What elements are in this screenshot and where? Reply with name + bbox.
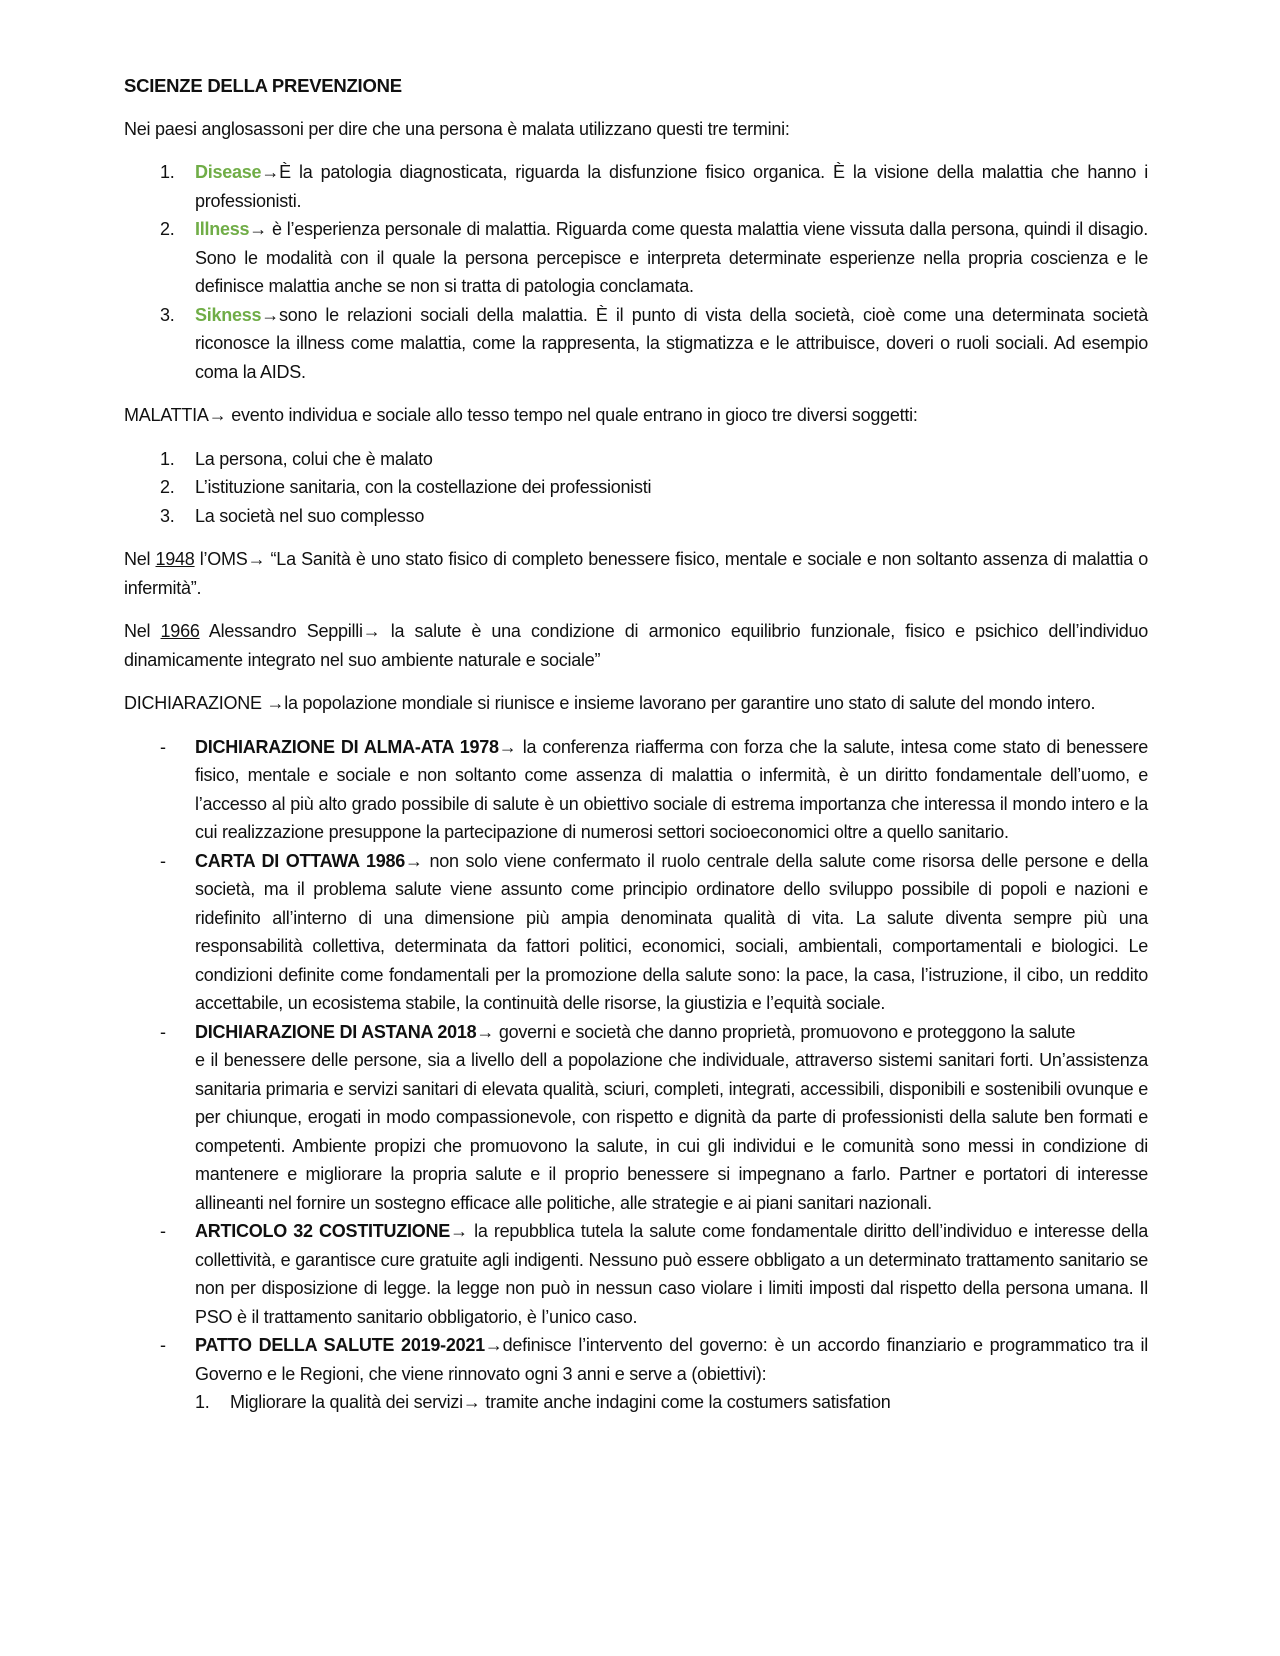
- list-item-text: La persona, colui che è malato: [195, 448, 433, 469]
- text-span: Alessandro Seppilli: [199, 621, 363, 641]
- arrow-glyph: →: [247, 549, 266, 569]
- arrow-glyph: →: [362, 621, 381, 641]
- arrow-glyph: →: [208, 405, 227, 425]
- list-item: [124, 502, 1148, 531]
- seppilli-paragraph: [124, 617, 1148, 674]
- term-definition: È la patologia diagnosticata, riguarda la disfunzione fisico organica. È la visione della malattia che hanno i professionisti.: [195, 162, 1148, 211]
- year-1966: 1966: [160, 621, 200, 641]
- arrow-glyph: →: [405, 850, 423, 871]
- declaration-continuation: e il benessere delle persone, sia a livello dell a popolazione che individuale, attraverso sistemi sanitari forti. Un’assistenza sanitaria primaria e servizi sanitari di elevata qualità, sciuri, completi, integrati, accessibili, disponibili e sostenibili ovunque e per chiunque, erogati in modo compassionevole, con rispetto e dignità da parte di professionisti della salute ben formati e competenti. Ambiente propizi che promuovono la salute, in cui gli individui e le comunità sono messi in condizione di mantenere e migliorare la propria salute e il proprio benessere si impegnano a farlo. Partner e portatori di interesse allineanti nel fornire un sostegno efficace alle politiche, alle strategie e ai piani sanitari nazionali.: [195, 1050, 1148, 1213]
- text-span: Nel: [124, 621, 161, 641]
- text-span: l’OMS: [194, 549, 248, 569]
- list-item: [124, 215, 1148, 301]
- arrow-glyph: →: [462, 1392, 481, 1412]
- term-illness: Illness: [195, 219, 250, 239]
- list-item: [124, 473, 1148, 502]
- bullet-dash: -: [160, 736, 166, 757]
- list-item: [124, 1331, 1148, 1417]
- list-number: 1.: [160, 162, 175, 182]
- dichiarazione-paragraph: [124, 689, 1148, 718]
- bullet-dash: -: [160, 1221, 166, 1241]
- term-definition: è l’esperienza personale di malattia. Riguarda come questa malattia viene vissuta dalla persona, quindi il disagio. Sono le modalità con il quale la persona percepisce e interpreta determinate esperienze nella propria coscienza e le definisce malattia anche se non si tratta di patologia conclamata.: [195, 219, 1148, 296]
- arrow-glyph: →: [450, 1221, 468, 1241]
- dichiarazione-label: DICHIARAZIONE: [124, 693, 267, 713]
- list-item: [124, 1217, 1148, 1331]
- oms-paragraph: [124, 545, 1148, 602]
- malattia-paragraph: [124, 401, 1148, 430]
- text-span: “La Sanità è uno stato fisico di completo benessere fisico, mentale e sociale e non soltanto assenza di malattia o infermità”.: [124, 549, 1148, 598]
- arrow-glyph: →: [484, 1335, 503, 1355]
- declaration-text: definisce l’intervento del governo: è un accordo finanziario e programmatico tra il Governo e le Regioni, che viene rinnovato ogni 3 anni e serve a (obiettivi):: [195, 1335, 1148, 1384]
- declaration-heading: CARTA DI OTTAWA 1986: [195, 850, 405, 871]
- list-item: [124, 847, 1148, 1018]
- arrow-glyph: →: [249, 219, 268, 239]
- intro-paragraph: Nei paesi anglosassoni per dire che una persona è malata utilizzano questi tre termini:: [124, 118, 790, 139]
- declarations-list: [124, 733, 1148, 1417]
- list-number: 2.: [160, 477, 175, 497]
- malattia-text: evento individua e sociale allo tesso tempo nel quale entrano in gioco tre diversi soggetti:: [226, 405, 918, 425]
- obiettivo-text: tramite anche indagini come la costumers satisfation: [480, 1392, 891, 1412]
- arrow-glyph: →: [476, 1021, 495, 1042]
- declaration-text: governi e società che danno proprietà, promuovono e proteggono la salute: [494, 1021, 1076, 1042]
- list-item: [124, 1018, 1148, 1218]
- soggetti-list: [124, 445, 1148, 531]
- term-sikness: Sikness: [195, 304, 262, 325]
- list-item-text: L’istituzione sanitaria, con la costellazione dei professionisti: [195, 477, 652, 497]
- declaration-heading: DICHIARAZIONE DI ASTANA 2018: [195, 1021, 477, 1042]
- term-definition: sono le relazioni sociali della malattia. È il punto di vista della società, cioè come una determinata società riconosce la illness come malattia, come la rappresenta, la stigmatizza e le attribuisce, doveri o ruoli sociali. Ad esempio coma la AIDS.: [195, 304, 1148, 382]
- term-disease: Disease: [195, 162, 262, 182]
- list-item: [124, 445, 1148, 474]
- arrow-glyph: →: [498, 736, 517, 757]
- text-span: la salute è una condizione di armonico equilibrio funzionale, fisico e psichico dell’individuo dinamicamente integrato nel suo ambiente naturale e sociale”: [124, 621, 1148, 670]
- text-span: Nel: [124, 549, 156, 569]
- arrow-glyph: →: [266, 693, 285, 713]
- declaration-heading: DICHIARAZIONE DI ALMA-ATA 1978: [195, 736, 499, 757]
- list-number: 3.: [160, 304, 175, 325]
- malattia-label: MALATTIA: [124, 405, 209, 425]
- list-number: 3.: [160, 505, 175, 526]
- list-item: [124, 158, 1148, 215]
- declaration-text: non solo viene confermato il ruolo centrale della salute come risorsa delle persone e della società, ma il problema salute viene assunto come principio ordinatore dello sviluppo possibile di popoli e nazioni e ridefinito all’interno di una dimensione più ampia denominata qualità di vita. La salute diventa sempre più una responsabilità collettiva, determinata da fattori politici, economici, sociali, ambientali, comportamentali e biologici. Le condizioni definite come fondamentali per la promozione della salute sono: la pace, la casa, l’istruzione, il cibo, un reddito accettabile, un ecosistema stabile, la continuità delle risorse, la giustizia e l’equità sociale.: [195, 850, 1148, 1013]
- year-1948: 1948: [155, 549, 195, 569]
- bullet-dash: -: [160, 1335, 166, 1355]
- obiettivi-list: [195, 1388, 1148, 1417]
- arrow-glyph: →: [261, 162, 280, 182]
- document-page: [124, 72, 1148, 1432]
- list-number: 2.: [160, 219, 175, 239]
- list-number: 1.: [160, 448, 175, 469]
- list-item: [195, 1388, 1148, 1417]
- declaration-heading: ARTICOLO 32 COSTITUZIONE: [195, 1221, 451, 1241]
- bullet-dash: -: [160, 1021, 166, 1042]
- list-item-text: La società nel suo complesso: [195, 505, 425, 526]
- bullet-dash: -: [160, 850, 166, 871]
- text-span: la popolazione mondiale si riunisce e insieme lavorano per garantire uno stato di salute del mondo intero.: [284, 693, 1096, 713]
- list-item: [124, 733, 1148, 847]
- list-item: [124, 301, 1148, 387]
- declaration-text: la conferenza riafferma con forza che la salute, intesa come stato di benessere fisico, mentale e sociale e non soltanto come assenza di malattia o infermità, è un diritto fondamentale dell’uomo, e l’accesso al più alto grado possibile di salute è un obiettivo sociale di estrema importanza che interessa il mondo intero e la cui realizzazione presuppone la partecipazione di numerosi settori socioeconomici oltre a quello sanitario.: [195, 736, 1149, 842]
- terms-list: [124, 158, 1148, 386]
- list-number: 1.: [195, 1392, 210, 1412]
- declaration-text: la repubblica tutela la salute come fondamentale diritto dell’individuo e interesse della collettività, e garantisce cure gratuite agli indigenti. Nessuno può essere obbligato a un determinato trattamento sanitario se non per disposizione di legge. la legge non può in nessun caso violare i limiti imposti dal rispetto della persona umana. Il PSO è il trattamento sanitario obbligatorio, è l’unico caso.: [195, 1221, 1148, 1327]
- declaration-heading: PATTO DELLA SALUTE 2019-2021: [195, 1335, 485, 1355]
- page-title: SCIENZE DELLA PREVENZIONE: [124, 75, 402, 96]
- arrow-glyph: →: [261, 304, 280, 325]
- obiettivo-heading: Migliorare la qualità dei servizi: [230, 1392, 463, 1412]
